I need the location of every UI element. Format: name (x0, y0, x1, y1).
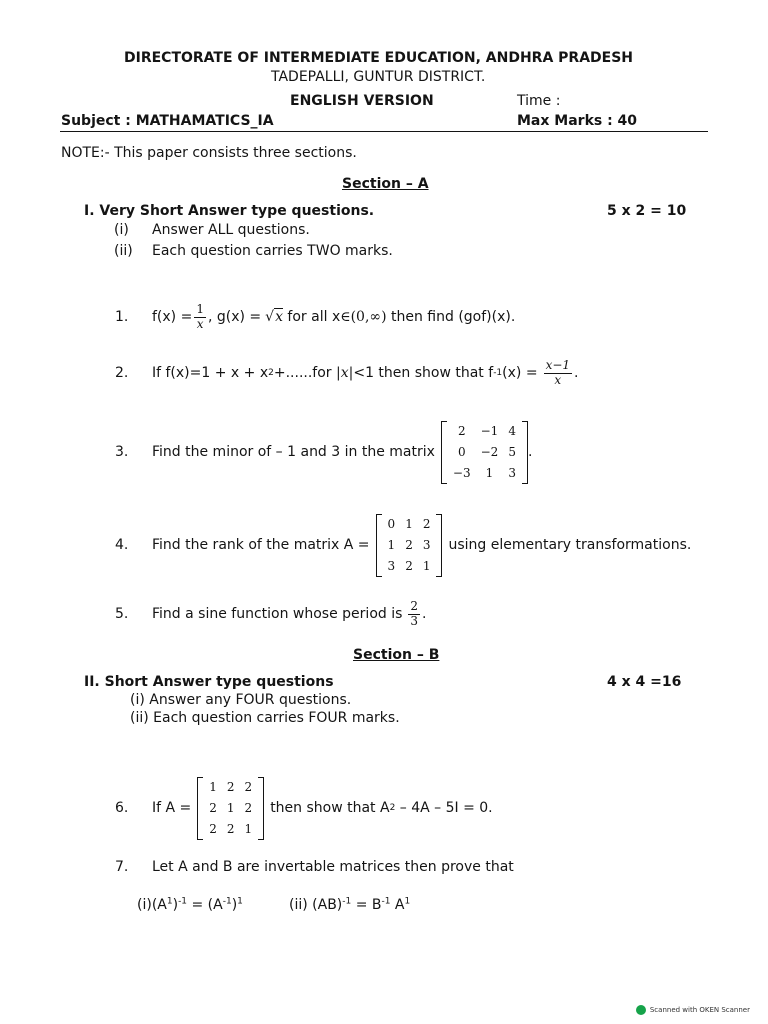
matrix-cell: 2 (405, 538, 413, 552)
question-6: If A = 1 2 2 2 1 2 2 2 1 then show that A 2 – 4A – 5I = 0. (152, 768, 493, 848)
scanner-watermark (636, 1005, 750, 1015)
superscript: 1 (237, 896, 243, 907)
matrix-cell: 1 (405, 517, 413, 531)
matrix-cell: 0 (457, 445, 466, 459)
matrix-cell: 2 (226, 780, 235, 794)
matrix-cell: −3 (452, 466, 471, 480)
interval: ∈(0,∞) (340, 309, 387, 325)
instruction-num: (i) (114, 222, 129, 238)
matrix-cell: 5 (508, 445, 516, 459)
superscript: -1 (222, 896, 232, 907)
matrix-cell: −2 (480, 445, 499, 459)
q7-text: = (A (187, 897, 223, 913)
fraction (544, 359, 572, 388)
q4-text: Find the rank of the matrix A = (152, 537, 370, 553)
fraction-denominator: x (554, 372, 562, 387)
matrix-cell: 2 (405, 559, 413, 573)
matrix-cell: 3 (387, 559, 396, 573)
q7-text: (ii) (AB) (289, 897, 343, 913)
matrix-cell: 2 (244, 780, 253, 794)
matrix-cell: 2 (422, 517, 431, 531)
superscript: 1 (166, 896, 173, 907)
english-version: ENGLISH VERSION (290, 93, 434, 109)
section-a-heading: I. Very Short Answer type questions. (84, 203, 375, 219)
fraction-denominator: x (196, 316, 204, 331)
absolute-value: |x| (336, 365, 354, 381)
note: NOTE:- This paper consists three sections. (61, 145, 357, 161)
q2-text-c: <1 then show that f (353, 365, 494, 381)
instruction-text: Answer ALL questions. (152, 222, 310, 238)
fraction-denominator: 3 (410, 613, 419, 628)
q7-text: ) (231, 897, 238, 913)
matrix-cell: 2 (457, 424, 466, 438)
question-number: 1. (115, 309, 129, 325)
fraction (408, 600, 420, 629)
fraction-numerator: 2 (410, 598, 419, 613)
q1-text-a: f(x) = (152, 309, 193, 325)
section-b-heading: II. Short Answer type questions (84, 674, 334, 690)
question-7: Let A and B are invertable matrices then prove that (152, 859, 514, 875)
subject-label: Subject : MATHAMATICS_IA (61, 113, 274, 129)
q7-text: (i)(A (137, 897, 167, 913)
scanner-text: Scanned with OKEN Scanner (649, 1006, 750, 1014)
question-number: 4. (115, 537, 129, 553)
matrix-cell: 1 (387, 538, 396, 552)
sqrt-argument: x (275, 309, 283, 325)
superscript: -1 (178, 896, 188, 907)
matrix-cell: 1 (209, 780, 217, 794)
q7-part-2 (289, 897, 410, 913)
instruction-text: (ii) Each question carries FOUR marks. (130, 710, 400, 726)
q1-text-c: for all x (282, 309, 341, 325)
scanner-logo-icon (636, 1005, 646, 1015)
fraction-numerator: 1 (196, 301, 204, 316)
q1-text-d: then find (gof)(x). (386, 309, 516, 325)
question-5 (152, 595, 427, 633)
superscript: -1 (342, 896, 352, 907)
max-marks: Max Marks : 40 (517, 113, 638, 129)
q6-after-a: then show that A (270, 800, 390, 816)
time-label: Time : (517, 93, 561, 109)
instruction-text: Each question carries TWO marks. (152, 243, 393, 259)
q7-part-1 (137, 897, 243, 913)
fraction-numerator: x−1 (545, 357, 571, 372)
question-number: 3. (115, 444, 129, 460)
matrix-cell: 1 (485, 466, 494, 480)
matrix (197, 777, 264, 840)
question-3 (152, 412, 532, 492)
q2-period: . (574, 365, 579, 381)
matrix (376, 514, 443, 577)
instruction-num: (ii) (114, 243, 133, 259)
q7-text: = B (351, 897, 382, 913)
header-line-2: TADEPALLI, GUNTUR DISTRICT. (271, 69, 486, 85)
instruction-text: (i) Answer any FOUR questions. (130, 692, 352, 708)
q3-period: . (527, 444, 533, 460)
matrix-cell: −1 (480, 424, 499, 438)
matrix-cell: 2 (244, 801, 253, 815)
section-a-marks: 5 x 2 = 10 (607, 203, 687, 219)
matrix-cell: 0 (387, 517, 396, 531)
matrix-cell: 3 (508, 466, 516, 480)
q7-text: A (390, 897, 405, 913)
matrix-cell: 2 (226, 822, 235, 836)
matrix-cell: 1 (226, 801, 235, 815)
q1-text-b: , g(x) = (207, 309, 262, 325)
matrix-cell: 2 (209, 801, 217, 815)
q3-text: Find the minor of – 1 and 3 in the matrix (152, 444, 435, 460)
matrix (441, 421, 528, 484)
question-number: 5. (115, 606, 129, 622)
superscript: 1 (404, 896, 411, 907)
section-b-marks: 4 x 4 =16 (607, 674, 682, 690)
question-4 (152, 505, 691, 585)
q7-text: ) (172, 897, 179, 913)
matrix-cell: 3 (422, 538, 431, 552)
q4-after: using elementary transformations. (448, 537, 692, 553)
sqrt-symbol: √ (265, 309, 275, 325)
question-2: If f(x)=1 + x + x 2 +......for |x| <1 then show that f -1 (x) = $\frac{x-1}{x}$ . (152, 357, 579, 387)
matrix-cell: 1 (422, 559, 431, 573)
q2-text-b: +......for (273, 365, 336, 381)
question-number: 6. (115, 800, 129, 816)
question-number: 2. (115, 365, 129, 381)
matrix-cell: 4 (508, 424, 516, 438)
matrix-cell: 1 (244, 822, 253, 836)
q2-text-d: (x) = (502, 365, 538, 381)
q2-text-a: If f(x)=1 + x + x (152, 365, 269, 381)
header-line-1: DIRECTORATE OF INTERMEDIATE EDUCATION, ANDHRA PRADESH (124, 50, 634, 66)
q5-period: . (422, 606, 427, 622)
square-root (265, 309, 283, 325)
q5-text: Find a sine function whose period is (152, 606, 403, 622)
section-a-title: Section – A (342, 176, 429, 192)
question-number: 7. (115, 859, 129, 875)
question-1 (152, 298, 515, 336)
header-divider (60, 131, 708, 132)
q6-text: If A = (152, 800, 192, 816)
superscript: -1 (381, 896, 391, 907)
q6-after-b: – 4A – 5I = 0. (395, 800, 493, 816)
fraction (194, 303, 206, 332)
section-b-title: Section – B (353, 647, 440, 663)
matrix-cell: 2 (209, 822, 217, 836)
